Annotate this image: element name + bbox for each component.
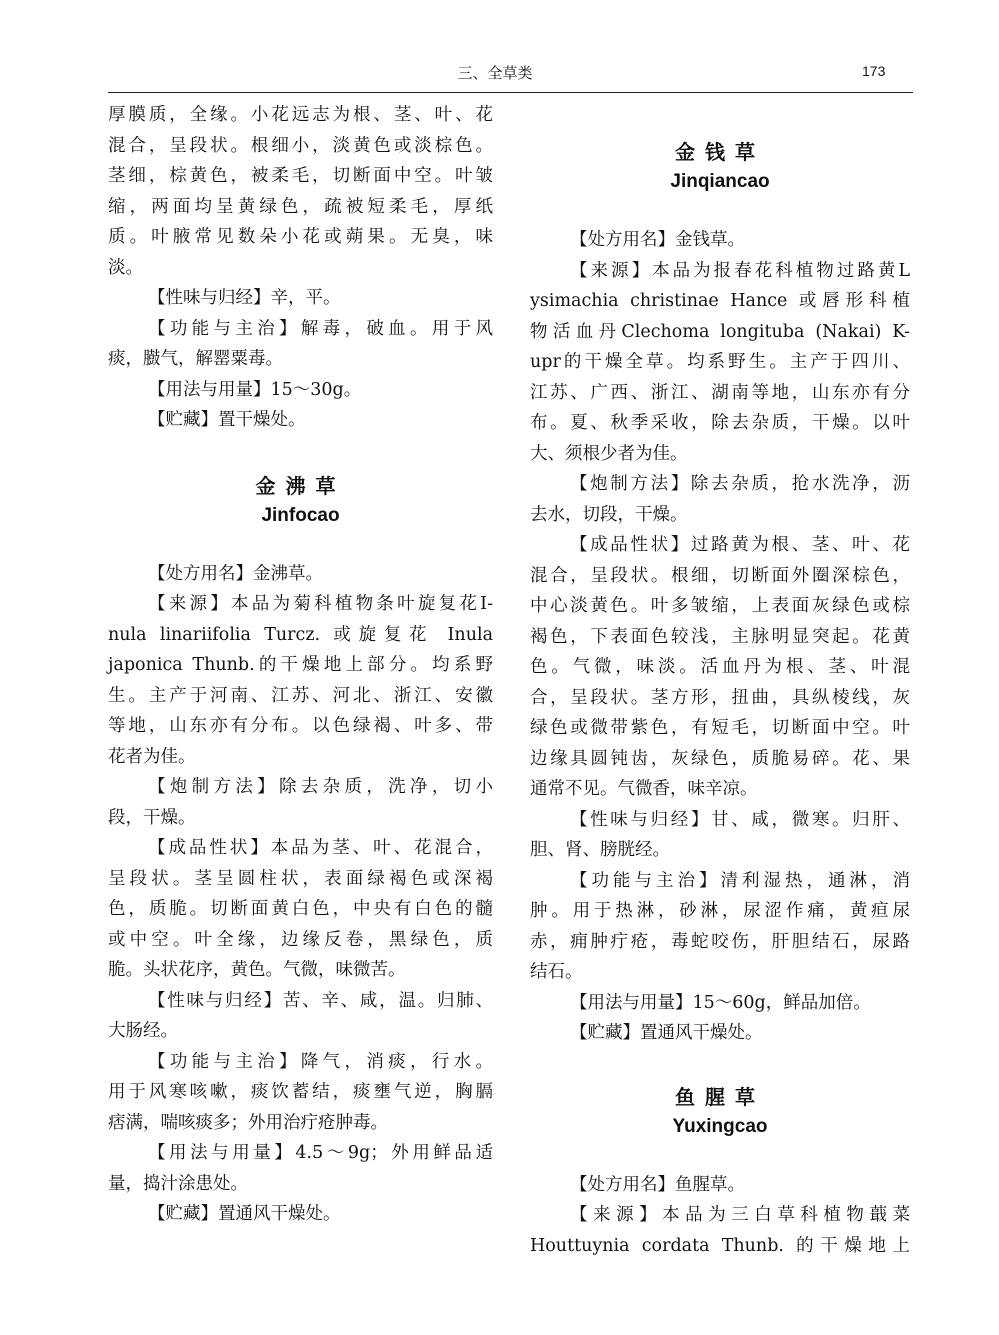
text-line: 【功能与主治】清利湿热，通淋，消 [570,870,910,891]
text-line: 脆。头状花序，黄色。气微，味微苦。 [108,960,406,980]
text-line: 花者为佳。 [108,746,196,767]
text-line: 【用法与用量】15～60g，鲜品加倍。 [570,992,871,1013]
text-line: 等地，山东亦有分布。以色绿褐、叶多、带 [108,716,493,736]
paragraph [108,375,493,406]
text-line: 【用法与用量】4.5～9g；外用鲜品适 [148,1143,493,1163]
paragraph [530,225,910,256]
paragraph [530,805,910,866]
text-line: upr的干燥全草。均系野生。主产于四川、 [530,352,910,372]
text-line: Houttuynia cordata Thunb. 的干燥地上 [530,1235,910,1256]
text-line: 生。主产于河南、江苏、河北、浙江、安徽 [108,685,493,706]
paragraph [108,589,493,772]
page-number: 173 [862,63,886,79]
text-line: 【来源】本品为报春花科植物过路黄L [570,260,910,281]
text-line: 边缘具圆钝齿，灰绿色，质脆易碎。花、果 [530,748,910,769]
entry-title-chinese: 鱼腥草 [675,1084,765,1109]
text-line: 【炮制方法】除去杂质，抢水洗净，沥 [570,474,910,494]
paragraph [108,1199,493,1230]
text-line: 用于风寒咳嗽，痰饮蓄结，痰壅气逆，胸膈 [108,1082,493,1102]
text-line: 胆、肾、膀胱经。 [530,840,670,860]
text-line: 【性味与归经】苦、辛、咸，温。归肺、 [148,990,493,1011]
text-line: 或中空。叶全缘，边缘反卷，黑绿色，质 [108,929,493,950]
text-line: 【处方用名】金沸草。 [148,563,323,584]
text-line: 呈段状。茎呈圆柱状，表面绿褐色或深褐 [108,868,493,889]
entry-title-chinese: 金钱草 [675,140,765,164]
text-line: 【性味与归经】甘、咸，微寒。归肝、 [570,809,910,830]
paragraph [530,1170,910,1201]
text-line: 【来源】本品为菊科植物条叶旋复花I- [148,594,493,614]
text-line: 【用法与用量】15～30g。 [148,379,362,400]
text-line: 【成品性状】本品为茎、叶、花混合， [148,838,493,858]
text-line: 段，干燥。 [108,807,196,828]
entry-title [530,1082,910,1142]
text-line: 【处方用名】鱼腥草。 [570,1174,745,1195]
text-line: 茎细，棕黄色，被柔毛，切断面中空。叶皱 [108,166,493,186]
text-line: 江苏、广西、浙江、湖南等地，山东亦有分 [530,382,910,403]
paragraph [108,100,493,283]
text-line: 【处方用名】金钱草。 [570,230,745,250]
text-line: 色，质脆。切断面黄白色，中央有白色的髓 [108,899,493,919]
text-line: 混合，呈段状。根细小，淡黄色或淡棕色。 [108,135,493,156]
header-rule [108,92,913,93]
paragraph [108,1047,493,1139]
paragraph [530,1200,910,1261]
text-line: ysimachia christinae Hance 或唇形科植 [530,291,910,311]
text-line: 量，捣汁涂患处。 [108,1173,248,1194]
paragraph [530,469,910,530]
paragraph [530,988,910,1019]
paragraph [108,833,493,986]
text-line: 肿。用于热淋，砂淋，尿涩作痛，黄疸尿 [530,901,910,921]
paragraph [108,772,493,833]
entry-title [530,137,910,197]
text-line: 中心淡黄色。叶多皱缩，上表面灰绿色或棕 [530,596,910,616]
text-line: japonica Thunb.的干燥地上部分。均系野 [108,655,493,675]
entry-title-chinese: 金沸草 [255,473,346,498]
text-line: 【贮藏】置通风干燥处。 [148,1204,341,1224]
paragraph [530,256,910,470]
paragraph [108,1138,493,1199]
entry-title-pinyin: Jinfocao [261,504,340,526]
text-line: 大、须根少者为佳。 [530,443,688,464]
text-line: 缩，两面均呈黄绿色，疏被短柔毛，厚纸 [108,196,493,217]
paragraph [108,314,493,375]
text-line: 褐色，下表面色较浅，主脉明显突起。花黄 [530,626,910,647]
text-line: 痞满，喘咳痰多；外用治疔疮肿毒。 [108,1112,388,1133]
text-line: 【来源】本品为三白草科植物蕺菜 [570,1205,910,1225]
paragraph [108,986,493,1047]
text-line: 【性味与归经】辛，平。 [148,288,341,308]
paragraph [530,530,910,805]
text-line: 布。夏、秋季采收，除去杂质，干燥。以叶 [530,413,910,433]
text-line: 【贮藏】置干燥处。 [148,410,306,430]
text-line: 绿色或微带紫色，有短毛，切断面中空。叶 [530,718,910,738]
right-column [530,137,910,1261]
text-line: 结石。 [530,962,583,982]
text-line: 【成品性状】过路黄为根、茎、叶、花 [570,535,910,555]
entry-title-pinyin: Yuxingcao [672,1115,768,1137]
text-line: 通常不见。气微香，味辛凉。 [530,779,758,799]
paragraph [530,1018,910,1049]
text-line: 合，呈段状。茎方形，扭曲，具纵棱线，灰 [530,687,910,708]
paragraph [108,405,493,436]
paragraph [530,866,910,988]
text-line: 大肠经。 [108,1021,178,1041]
text-line: 【功能与主治】解毒，破血。用于风 [148,318,493,339]
text-line: 物活血丹Clechoma longituba (Nakai) K- [530,321,910,342]
entry-title-pinyin: Jinqiancao [670,171,770,192]
text-line: 【功能与主治】降气，消痰，行水。 [148,1051,493,1072]
text-line: 【炮制方法】除去杂质，洗净，切小 [148,777,493,797]
text-line: 【贮藏】置通风干燥处。 [570,1023,763,1043]
text-line: 痰，臌气，解罂粟毒。 [108,349,283,369]
paragraph [108,559,493,590]
running-header-section: 三、全草类 [457,64,533,82]
paragraph [108,283,493,314]
text-line: 去水，切段，干燥。 [530,504,688,525]
text-line: 厚膜质，全缘。小花远志为根、茎、叶、花 [108,105,493,125]
text-line: 混合，呈段状。根细，切断面外圈深棕色， [530,565,910,586]
entry-title [108,471,493,531]
text-line: 赤，痈肿疔疮，毒蛇咬伤，肝胆结石，尿路 [530,931,910,952]
text-line: 质。叶腋常见数朵小花或蒴果。无臭，味 [108,227,493,247]
text-line: 色。气微，味淡。活血丹为根、茎、叶混 [530,657,910,677]
text-line: 淡。 [108,257,143,278]
text-line: nula linariifolia Turcz. 或旋复花 Inula [108,624,493,645]
left-column [108,100,493,1230]
